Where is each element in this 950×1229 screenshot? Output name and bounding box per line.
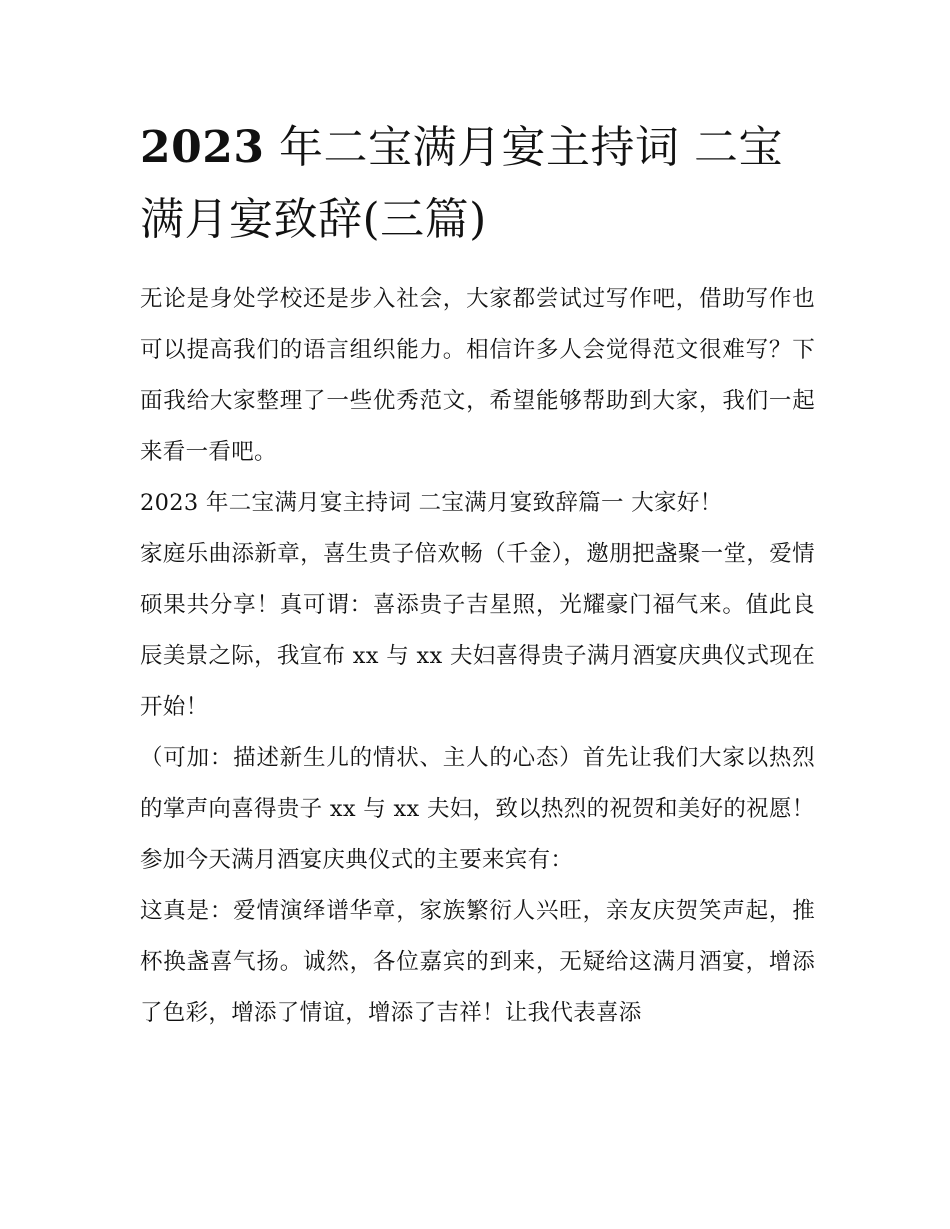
title-text: 年二宝满月宴主持词 二宝满月宴致辞(三篇): [140, 122, 783, 245]
paragraph-section-heading: 2023 年二宝满月宴主持词 二宝满月宴致辞篇一 大家好！: [140, 490, 723, 516]
document-title: [140, 112, 815, 256]
document-content: [140, 112, 815, 1039]
title-year: 2023: [140, 122, 265, 173]
paragraph-intro: 无论是身处学校还是步入社会，大家都尝试过写作吧，借助写作也可以提高我们的语言组织能力。相信许多人会觉得范文很难写？下面我给大家整理了一些优秀范文，希望能够帮助到大家，我们一起来看一看吧。: [140, 286, 815, 465]
paragraph-opening: 家庭乐曲添新章，喜生贵子倍欢畅（千金），邀朋把盏聚一堂，爱情硕果共分享！真可谓：喜添贵子吉星照，光耀豪门福气来。值此良辰美景之际，我宣布 xx 与 xx 夫妇喜得贵子满月酒宴庆典仪式现在开始！: [140, 541, 815, 720]
paragraph-applause: （可加：描述新生儿的情状、主人的心态）首先让我们大家以热烈的掌声向喜得贵子 xx 与 xx 夫妇，致以热烈的祝贺和美好的祝愿！: [140, 745, 815, 822]
paragraph-guests: 参加今天满月酒宴庆典仪式的主要来宾有：: [140, 847, 574, 873]
paragraph-celebration: 这真是：爱情演绎谱华章，家族繁衍人兴旺，亲友庆贺笑声起，推杯换盏喜气扬。诚然，各位嘉宾的到来，无疑给这满月酒宴，增添了色彩，增添了情谊，增添了吉祥！让我代表喜添: [140, 898, 815, 1026]
